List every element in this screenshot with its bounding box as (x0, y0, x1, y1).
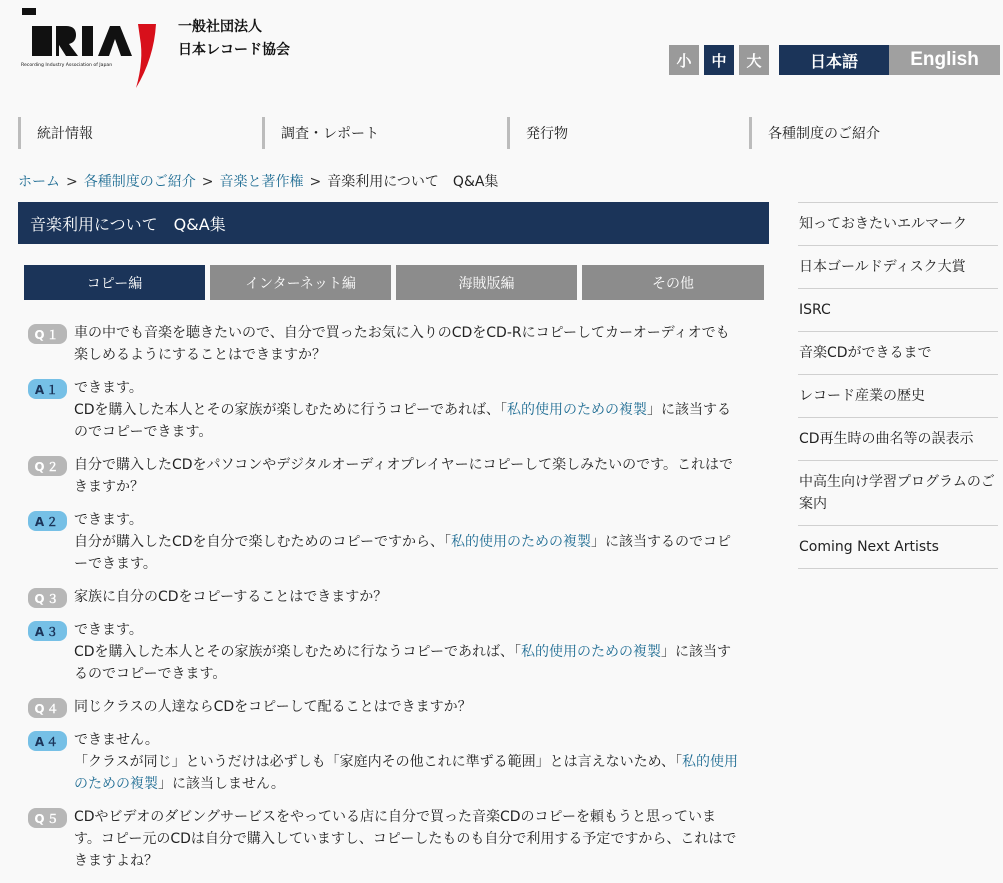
answer-verdict: できません。 (74, 732, 159, 748)
answer-badge: A２ (28, 511, 67, 531)
nav-item-systems[interactable]: 各種制度のご紹介 (749, 117, 880, 149)
font-size-switcher (669, 45, 769, 75)
riaj-logo-mark (18, 8, 168, 88)
answer-verdict: できます。 (74, 512, 143, 528)
sidebar-item-coming-next-artists[interactable]: Coming Next Artists (798, 525, 998, 569)
answer-row (28, 377, 740, 443)
answer-text (74, 619, 740, 685)
answer-text (74, 509, 740, 575)
answer-body: 自分が購入したCDを自分で楽しむためのコピーですから、「 (74, 534, 451, 550)
organization-name (178, 16, 290, 62)
answer-body: 」に該当するのでコピーできます。 (74, 644, 731, 682)
tab-other[interactable]: その他 (582, 265, 764, 300)
sidebar-item-history[interactable]: レコード産業の歴史 (798, 374, 998, 417)
sidebar-item-cd-making[interactable]: 音楽CDができるまで (798, 331, 998, 374)
answer-row (28, 619, 740, 685)
question-badge: Q２ (28, 456, 67, 476)
breadcrumb-current: 音楽利用について Q&A集 (327, 174, 499, 190)
font-size-large-button[interactable]: 大 (739, 45, 769, 75)
font-size-small-button[interactable]: 小 (669, 45, 699, 75)
answer-body: 」に該当するのでコピーできます。 (74, 402, 731, 440)
breadcrumb-separator: > (66, 174, 78, 190)
answer-verdict: できます。 (74, 380, 143, 396)
answer-row (28, 729, 740, 795)
qa-list (28, 322, 740, 883)
question-row (28, 806, 740, 872)
answer-badge: A３ (28, 621, 67, 641)
question-text: CDやビデオのダビングサービスをやっている店に自分で買った音楽CDのコピーを頼もうと思っています。コピー元のCDは自分で購入していますし、コピーしたものも自分で利用する予定ですから、これはできますよね？ (74, 809, 737, 869)
question-row (28, 322, 740, 366)
breadcrumb-systems-link[interactable]: 各種制度のご紹介 (83, 174, 196, 190)
tab-piracy[interactable]: 海賊版編 (396, 265, 577, 300)
question-row (28, 454, 740, 498)
org-line-2: 日本レコード協会 (178, 42, 290, 58)
breadcrumb (18, 171, 498, 191)
private-use-link[interactable]: 私的使用のための複製 (74, 754, 739, 792)
sidebar-item-gold-disc[interactable]: 日本ゴールドディスク大賞 (798, 245, 998, 288)
page-title: 音楽利用について Q&A集 (18, 202, 769, 244)
language-english-button[interactable]: English (889, 45, 1000, 75)
answer-body: 」に該当しません。 (158, 776, 285, 792)
answer-badge: A１ (28, 379, 67, 399)
language-switcher (779, 45, 1000, 75)
question-badge: Q５ (28, 808, 67, 828)
answer-badge: A４ (28, 731, 67, 751)
answer-text (74, 377, 740, 443)
question-badge: Q４ (28, 698, 67, 718)
question-badge: Q１ (28, 324, 67, 344)
question-row (28, 696, 740, 718)
nav-item-publications[interactable]: 発行物 (507, 117, 568, 149)
sidebar-item-cd-title-error[interactable]: CD再生時の曲名等の誤表示 (798, 417, 998, 460)
logo-subtext: Recording Industry Association of Japan (21, 63, 113, 68)
sidebar-item-l-mark[interactable]: 知っておきたいエルマーク (798, 202, 998, 245)
answer-row (28, 509, 740, 575)
riaj-logo[interactable] (18, 8, 168, 88)
sidebar-item-learning-program[interactable]: 中高生向け学習プログラムのご案内 (798, 460, 998, 525)
question-row (28, 586, 740, 608)
nav-item-statistics[interactable]: 統計情報 (18, 117, 93, 149)
font-size-medium-button[interactable]: 中 (704, 45, 734, 75)
question-text: 車の中でも音楽を聴きたいので、自分で買ったお気に入りのCDをCD-Rにコピーしてカーオーディオでも楽しめるようにすることはできますか？ (74, 325, 730, 363)
language-japanese-button[interactable]: 日本語 (779, 45, 889, 75)
org-line-1: 一般社団法人 (178, 19, 262, 35)
answer-body: 」に該当するのでコピーできます。 (74, 534, 731, 572)
breadcrumb-separator: > (201, 174, 214, 190)
answer-body: 「クラスが同じ」というだけは必ずしも「家庭内その他これに準ずる範囲」とは言えないため、「 (74, 754, 683, 770)
breadcrumb-separator: > (309, 174, 322, 190)
question-badge: Q３ (28, 588, 67, 608)
global-nav (18, 117, 1003, 149)
question-text: 同じクラスの人達ならCDをコピーして配ることはできますか？ (74, 699, 472, 715)
nav-item-research-reports[interactable]: 調査・レポート (262, 117, 379, 149)
private-use-link[interactable]: 私的使用のための複製 (521, 644, 661, 660)
private-use-link[interactable]: 私的使用のための複製 (451, 534, 591, 550)
answer-verdict: できます。 (74, 622, 143, 638)
answer-body: CDを購入した本人とその家族が楽しむために行なうコピーであれば、「 (74, 644, 521, 660)
sidebar (798, 202, 998, 569)
private-use-link[interactable]: 私的使用のための複製 (507, 402, 647, 418)
answer-text (74, 729, 740, 795)
breadcrumb-home-link[interactable]: ホーム (18, 174, 60, 190)
answer-body: CDを購入した本人とその家族が楽しむために行うコピーであれば、「 (74, 402, 507, 418)
question-text: 家族に自分のCDをコピーすることはできますか？ (74, 589, 388, 605)
breadcrumb-music-copyright-link[interactable]: 音楽と著作権 (219, 174, 304, 190)
tab-copy[interactable]: コピー編 (24, 265, 205, 300)
sidebar-item-isrc[interactable]: ISRC (798, 288, 998, 331)
question-text: 自分で購入したCDをパソコンやデジタルオーディオプレイヤーにコピーして楽しみたいのです。これはできますか？ (74, 457, 733, 495)
tab-internet[interactable]: インターネット編 (210, 265, 391, 300)
category-tabs (24, 265, 764, 300)
